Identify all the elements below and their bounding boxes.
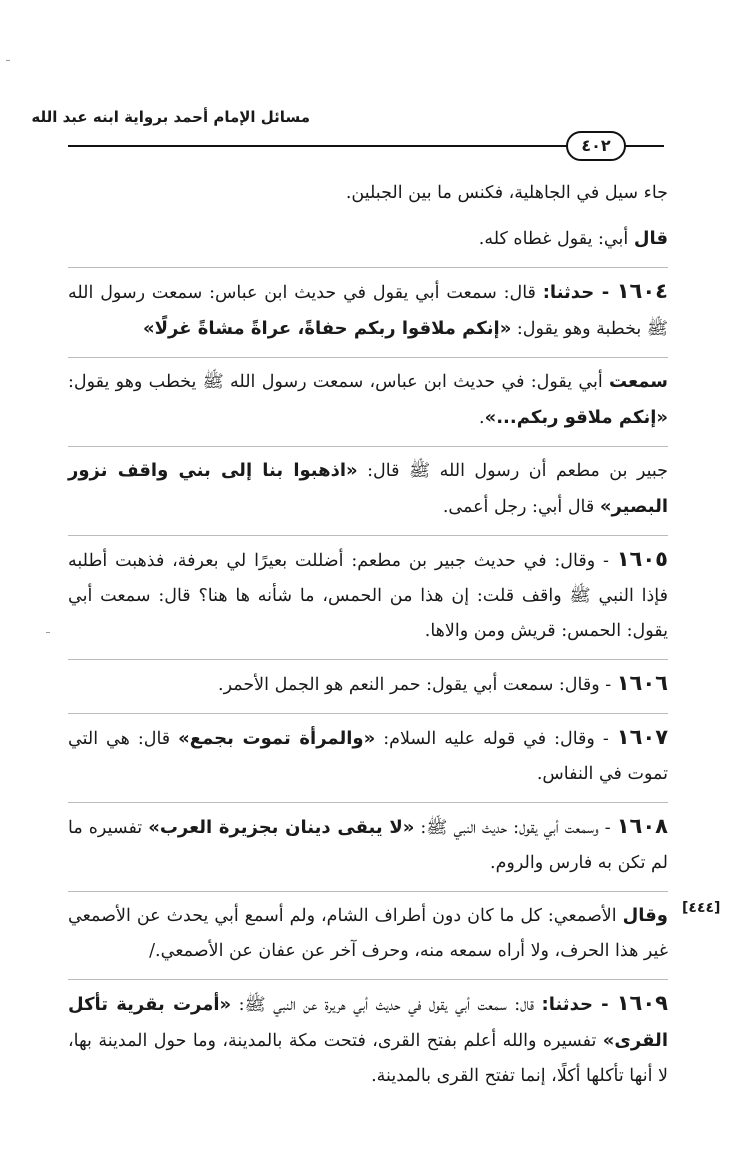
paragraph-1607 <box>68 720 668 792</box>
separator <box>68 659 668 660</box>
paragraph-text: - وسمعت أبي يقول: حديث النبي ﷺ: <box>414 818 617 838</box>
paragraph-tail: . <box>479 408 485 428</box>
separator <box>68 713 668 714</box>
margin-mark <box>46 632 50 633</box>
paragraph-tail: قال: هي التي تموت في النفاس. <box>68 729 668 784</box>
separator <box>68 891 668 892</box>
paragraph <box>68 364 668 436</box>
paragraph-1608 <box>68 809 668 881</box>
hadith-number: ١٦٠٧ <box>616 725 669 749</box>
paragraph-text: جاء سيل في الجاهلية، فكنس ما بين الجبلين. <box>345 183 668 203</box>
paragraph-1609 <box>68 986 668 1094</box>
paragraph-text: - وقال: سمعت أبي يقول: حمر النعم هو الجمل الأحمر. <box>218 675 617 695</box>
paragraph-tail: تفسيره ما لم تكن به فارس والروم. <box>68 818 668 873</box>
hadith-quote: «إنكم ملاقو ربكم...» <box>484 407 668 428</box>
main-text <box>68 176 668 1104</box>
paragraph-tail: قال أبي: رجل أعمى. <box>442 497 600 517</box>
paragraph-tail: تفسيره والله أعلم بفتح القرى، فتحت مكة بالمدينة، وما حول المدينة بها، لا أنها تأكلها أكلًا، إنما تفتح القرى بالمدينة. <box>68 1031 668 1086</box>
hadith-quote: «والمرأة تموت بجمع» <box>178 728 376 749</box>
paragraph-lead: قال <box>633 228 668 249</box>
hadith-number: ١٦٠٦ <box>616 671 668 695</box>
hadith-quote: «لا يبقى دينان بجزيرة العرب» <box>148 817 415 838</box>
hadith-number: ١٦٠٤ <box>616 279 668 303</box>
paragraph-text: قال: سمعت أبي يقول في حديث أبي هريرة عن النبي ﷺ: <box>231 995 542 1015</box>
paragraph-lead: وقال <box>622 905 668 926</box>
paragraph-text: الأصمعي: كل ما كان دون أطراف الشام، ولم أسمع أبي يحدث عن الأصمعي غير هذا الحرف، ولا أراه سمعه منه، وحرف آخر عن عفان عن الأصمعي./ <box>68 906 668 961</box>
paragraph-lead: - حدثنا: <box>541 994 617 1015</box>
hadith-number: ١٦٠٩ <box>616 991 669 1015</box>
paragraph <box>68 453 668 525</box>
hadith-quote: «أمرت بقرية تأكل القرى» <box>68 994 668 1051</box>
paragraph-1606 <box>68 666 668 703</box>
paragraph-text: أبي يقول: في حديث ابن عباس، سمعت رسول الله ﷺ يخطب وهو يقول: <box>68 372 610 392</box>
paragraph-text: - وقال: في حديث جبير بن مطعم: أضللت بعيرًا لي بعرفة، فذهبت أطلبه فإذا النبي ﷺ واقف قلت: إن هذا من الحمس، ما شأنه ها هنا؟ قال: سمعت أبي يقول: الحمس: قريش ومن والاها. <box>68 551 668 641</box>
paragraph <box>68 176 668 211</box>
margin-mark <box>6 60 10 61</box>
hadith-number: ١٦٠٥ <box>616 547 668 571</box>
paragraph-text: جبير بن مطعم أن رسول الله ﷺ قال: <box>357 461 668 481</box>
separator <box>68 267 668 268</box>
paragraph-text: قال: سمعت أبي يقول في حديث ابن عباس: سمعت رسول الله ﷺ بخطبة وهو يقول: <box>68 283 668 339</box>
paragraph-1604 <box>68 274 668 347</box>
running-header-title: مسائل الإمام أحمد برواية ابنه عبد الله <box>31 108 310 126</box>
hadith-quote: «إنكم ملاقوا ربكم حفاةً، عراةً مشاةً غرلًا» <box>143 318 512 339</box>
paragraph <box>68 898 668 969</box>
hadith-quote: «اذهبوا بنا إلى بني واقف نزور البصير» <box>68 460 668 517</box>
hadith-number: ١٦٠٨ <box>616 814 668 838</box>
original-page-reference: [٤٤٤] <box>682 900 721 916</box>
paragraph-lead: - حدثنا: <box>542 282 617 303</box>
paragraph-lead: سمعت <box>609 371 668 392</box>
separator <box>68 357 668 358</box>
separator <box>68 802 668 803</box>
paragraph-text: أبي: يقول غطاه كله. <box>478 229 634 249</box>
separator <box>68 535 668 536</box>
separator <box>68 446 668 447</box>
paragraph <box>68 221 668 257</box>
paragraph-text: - وقال: في قوله عليه السلام: <box>375 729 617 749</box>
separator <box>68 979 668 980</box>
paragraph-1605 <box>68 542 668 649</box>
page-number: ٤٠٢ <box>566 131 626 161</box>
